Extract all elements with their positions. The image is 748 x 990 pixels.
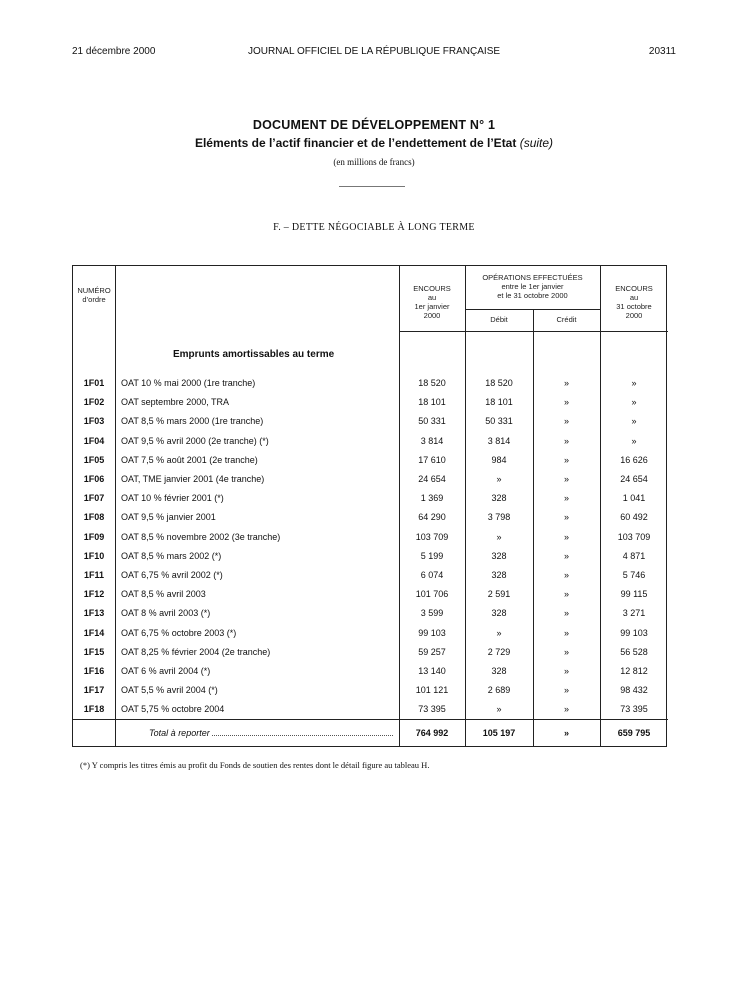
row-debit: 328 bbox=[491, 570, 507, 580]
row-encours-fin: 103 709 bbox=[617, 531, 651, 542]
row-encours-fin: 4 871 bbox=[622, 550, 646, 561]
row-encours-debut: 3 814 bbox=[420, 435, 444, 446]
header-operations bbox=[465, 273, 600, 300]
row-label-cell bbox=[121, 378, 411, 388]
header-subdivider bbox=[465, 309, 600, 310]
row-credit: » bbox=[563, 493, 569, 504]
header-fin-line2: au bbox=[629, 293, 639, 302]
row-credit: » bbox=[563, 416, 569, 427]
row-encours-debut: 1 369 bbox=[420, 493, 444, 504]
row-number: 1F17 bbox=[83, 685, 105, 696]
table-row bbox=[73, 374, 668, 393]
row-label: OAT 9,5 % janvier 2001 bbox=[121, 512, 216, 523]
table-row bbox=[73, 412, 668, 431]
table-row bbox=[73, 489, 668, 508]
header-numero-line1: NUMÉRO bbox=[77, 286, 111, 295]
header-credit: Crédit bbox=[556, 315, 577, 324]
header-bottom-rule bbox=[399, 331, 668, 332]
row-encours-debut: 6 074 bbox=[420, 570, 444, 580]
row-encours-fin: 12 812 bbox=[620, 666, 648, 676]
header-fin-line1: ENCOURS bbox=[615, 284, 653, 293]
row-encours-debut: 17 610 bbox=[418, 454, 446, 465]
row-credit: » bbox=[563, 531, 569, 542]
row-encours-fin: 5 746 bbox=[622, 570, 646, 580]
row-label-cell bbox=[121, 647, 411, 657]
row-encours-fin: » bbox=[631, 397, 637, 408]
row-label-cell bbox=[121, 436, 411, 446]
header-encours-line1: ENCOURS bbox=[413, 284, 451, 293]
row-encours-debut: 101 121 bbox=[415, 685, 449, 696]
header-date: 21 décembre 2000 bbox=[72, 46, 156, 57]
row-encours-fin: 99 115 bbox=[620, 589, 648, 600]
row-encours-fin: » bbox=[631, 435, 637, 446]
table-row bbox=[73, 432, 668, 451]
row-credit: » bbox=[563, 397, 569, 408]
header-ops-line3: et le 31 octobre 2000 bbox=[497, 291, 568, 300]
row-encours-debut: 59 257 bbox=[418, 646, 446, 657]
row-number: 1F09 bbox=[83, 531, 105, 542]
row-label-cell bbox=[121, 493, 411, 503]
row-credit: » bbox=[563, 378, 569, 388]
row-number: 1F14 bbox=[83, 627, 105, 638]
row-encours-fin: 99 103 bbox=[620, 627, 648, 638]
row-label-cell bbox=[121, 455, 411, 465]
subtitle-main: Eléments de l’actif financier et de l’endettement de l’Etat bbox=[194, 136, 517, 150]
row-debit: 328 bbox=[491, 550, 507, 561]
row-encours-debut: 18 520 bbox=[418, 378, 446, 388]
row-label: OAT 6,75 % avril 2002 (*) bbox=[121, 570, 223, 580]
row-label: OAT 7,5 % août 2001 (2e tranche) bbox=[121, 454, 258, 465]
header-encours-fin bbox=[600, 284, 668, 320]
row-debit: 18 520 bbox=[485, 378, 513, 388]
row-credit: » bbox=[563, 608, 569, 619]
row-label: OAT septembre 2000, TRA bbox=[121, 397, 230, 408]
row-number: 1F02 bbox=[83, 397, 105, 408]
row-encours-fin: 3 271 bbox=[622, 608, 646, 619]
row-encours-fin: 56 528 bbox=[620, 646, 648, 657]
row-label: OAT 8,5 % mars 2002 (*) bbox=[121, 550, 222, 561]
row-encours-debut: 103 709 bbox=[415, 531, 449, 542]
table-row bbox=[73, 393, 668, 412]
header-numero bbox=[73, 286, 115, 304]
row-number: 1F06 bbox=[83, 474, 105, 484]
row-label-cell bbox=[121, 570, 411, 580]
row-label-cell bbox=[121, 685, 411, 695]
row-debit: 50 331 bbox=[485, 416, 513, 427]
row-encours-debut: 3 599 bbox=[420, 608, 444, 619]
row-credit: » bbox=[563, 685, 569, 696]
row-encours-fin: 1 041 bbox=[622, 493, 646, 504]
row-number: 1F10 bbox=[83, 550, 105, 561]
header-encours-line4: 2000 bbox=[423, 311, 441, 320]
header-numero-line2: d’ordre bbox=[82, 295, 106, 304]
total-encours-fin: 659 795 bbox=[617, 728, 651, 738]
row-encours-debut: 64 290 bbox=[418, 512, 446, 523]
table-row bbox=[73, 624, 668, 643]
total-credit: » bbox=[563, 728, 569, 738]
row-credit: » bbox=[563, 704, 569, 715]
row-label: OAT 8,5 % avril 2003 bbox=[121, 589, 206, 600]
row-number: 1F11 bbox=[83, 570, 105, 580]
row-label: OAT 10 % mai 2000 (1re tranche) bbox=[121, 378, 256, 388]
footnote: (*) Y compris les titres émis au profit du Fonds de soutien des rentes dont le détail figure au tableau H. bbox=[80, 760, 430, 770]
row-encours-fin: 73 395 bbox=[620, 704, 648, 715]
total-debit: 105 197 bbox=[482, 728, 516, 738]
header-debit: Débit bbox=[490, 315, 508, 324]
row-credit: » bbox=[563, 512, 569, 523]
row-label: OAT 10 % février 2001 (*) bbox=[121, 493, 224, 504]
table-row bbox=[73, 547, 668, 566]
total-encours: 764 992 bbox=[415, 728, 449, 738]
table-row bbox=[73, 566, 668, 585]
row-encours-debut: 18 101 bbox=[418, 397, 446, 408]
row-encours-fin: 98 432 bbox=[620, 685, 648, 696]
row-label: OAT 8,25 % février 2004 (2e tranche) bbox=[121, 646, 271, 657]
table-row bbox=[73, 604, 668, 623]
header-fin-line4: 2000 bbox=[625, 311, 643, 320]
debt-table bbox=[72, 265, 667, 747]
row-number: 1F18 bbox=[83, 704, 105, 715]
row-debit: » bbox=[496, 474, 502, 484]
row-label-cell bbox=[121, 704, 411, 714]
row-number: 1F15 bbox=[83, 646, 105, 657]
row-credit: » bbox=[563, 435, 569, 446]
row-credit: » bbox=[563, 550, 569, 561]
row-number: 1F03 bbox=[83, 416, 105, 427]
row-label-cell bbox=[121, 666, 411, 676]
row-credit: » bbox=[563, 589, 569, 600]
row-label: OAT 6,75 % octobre 2003 (*) bbox=[121, 627, 237, 638]
row-encours-debut: 13 140 bbox=[418, 666, 446, 676]
row-debit: 3 814 bbox=[487, 435, 511, 446]
row-label: OAT 6 % avril 2004 (*) bbox=[121, 666, 211, 676]
row-label-cell bbox=[121, 551, 411, 561]
row-encours-fin: » bbox=[631, 378, 637, 388]
row-encours-debut: 101 706 bbox=[415, 589, 449, 600]
row-label-cell bbox=[121, 416, 411, 426]
row-label-cell bbox=[121, 589, 411, 599]
row-debit: 3 798 bbox=[487, 512, 511, 523]
table-row bbox=[73, 585, 668, 604]
row-label-cell bbox=[121, 532, 411, 542]
section-title: F. – DETTE NÉGOCIABLE À LONG TERME bbox=[273, 222, 475, 233]
row-label: OAT 8,5 % novembre 2002 (3e tranche) bbox=[121, 531, 281, 542]
row-debit: » bbox=[496, 627, 502, 638]
header-page-number: 20311 bbox=[648, 46, 676, 57]
header-encours-line3: 1er janvier bbox=[414, 302, 450, 311]
row-debit: 328 bbox=[491, 493, 507, 504]
group-title: Emprunts amortissables au terme bbox=[173, 349, 335, 360]
row-credit: » bbox=[563, 646, 569, 657]
row-encours-debut: 5 199 bbox=[420, 550, 444, 561]
total-label-cell bbox=[149, 728, 399, 738]
total-label: Total à reporter bbox=[149, 728, 210, 738]
row-debit: » bbox=[496, 531, 502, 542]
row-encours-debut: 99 103 bbox=[418, 627, 446, 638]
row-label-cell bbox=[121, 608, 411, 618]
row-number: 1F05 bbox=[83, 454, 105, 465]
row-debit: 984 bbox=[491, 454, 507, 465]
row-label: OAT, TME janvier 2001 (4e tranche) bbox=[121, 474, 265, 484]
row-encours-debut: 73 395 bbox=[418, 704, 446, 715]
row-debit: 2 689 bbox=[487, 685, 511, 696]
table-row bbox=[73, 470, 668, 489]
row-label: OAT 5,5 % avril 2004 (*) bbox=[121, 685, 218, 696]
row-number: 1F13 bbox=[83, 608, 105, 619]
row-credit: » bbox=[563, 454, 569, 465]
row-number: 1F16 bbox=[83, 666, 105, 676]
row-number: 1F01 bbox=[83, 378, 105, 388]
header-encours-debut bbox=[399, 284, 465, 320]
row-debit: » bbox=[496, 704, 502, 715]
row-label-cell bbox=[121, 628, 411, 638]
row-label: OAT 5,75 % octobre 2004 bbox=[121, 704, 225, 715]
row-debit: 328 bbox=[491, 666, 507, 676]
header-journal-title: JOURNAL OFFICIEL DE LA RÉPUBLIQUE FRANÇAISE bbox=[247, 46, 501, 57]
row-encours-fin: 60 492 bbox=[620, 512, 648, 523]
row-debit: 2 591 bbox=[487, 589, 511, 600]
row-number: 1F07 bbox=[83, 493, 105, 504]
title-divider bbox=[339, 186, 405, 187]
table-row bbox=[73, 681, 668, 700]
table-row bbox=[73, 700, 668, 719]
header-ops-line1: OPÉRATIONS EFFECTUÉES bbox=[482, 273, 583, 282]
row-label-cell bbox=[121, 397, 411, 407]
unit-note: (en millions de francs) bbox=[333, 157, 415, 167]
row-encours-fin: 16 626 bbox=[620, 454, 648, 465]
document-title: DOCUMENT DE DÉVELOPPEMENT N° 1 bbox=[252, 118, 496, 132]
row-label-cell bbox=[121, 512, 411, 522]
row-credit: » bbox=[563, 474, 569, 484]
row-number: 1F08 bbox=[83, 512, 105, 523]
row-credit: » bbox=[563, 627, 569, 638]
row-debit: 328 bbox=[491, 608, 507, 619]
row-encours-fin: » bbox=[631, 416, 637, 427]
row-label-cell bbox=[121, 474, 411, 484]
row-label: OAT 8,5 % mars 2000 (1re tranche) bbox=[121, 416, 264, 427]
subtitle-suite: (suite) bbox=[519, 136, 554, 150]
document-subtitle bbox=[0, 136, 748, 150]
table-row bbox=[73, 662, 668, 681]
header-encours-line2: au bbox=[427, 293, 437, 302]
row-number: 1F12 bbox=[83, 589, 105, 600]
row-credit: » bbox=[563, 666, 569, 676]
header-fin-line3: 31 octobre bbox=[616, 302, 652, 311]
row-label: OAT 8 % avril 2003 (*) bbox=[121, 608, 211, 619]
total-row bbox=[73, 719, 668, 747]
row-label: OAT 9,5 % avril 2000 (2e tranche) (*) bbox=[121, 435, 269, 446]
table-row bbox=[73, 451, 668, 470]
row-number: 1F04 bbox=[83, 435, 105, 446]
table-row bbox=[73, 643, 668, 662]
table-row bbox=[73, 528, 668, 547]
row-encours-debut: 24 654 bbox=[418, 474, 446, 484]
row-credit: » bbox=[563, 570, 569, 580]
row-encours-debut: 50 331 bbox=[418, 416, 446, 427]
row-encours-fin: 24 654 bbox=[620, 474, 648, 484]
row-debit: 2 729 bbox=[487, 646, 511, 657]
table-row bbox=[73, 508, 668, 527]
header-ops-line2: entre le 1er janvier bbox=[501, 282, 564, 291]
row-debit: 18 101 bbox=[485, 397, 513, 408]
